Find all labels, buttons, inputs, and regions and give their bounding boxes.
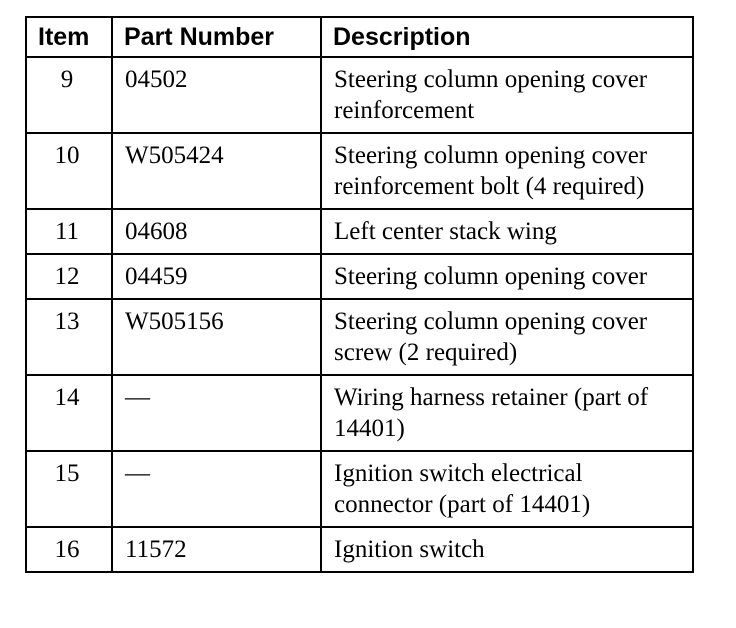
part-number-cell: W505424	[112, 133, 321, 209]
table-row	[26, 451, 693, 527]
item-cell: 11	[26, 209, 112, 254]
header-item: Item	[26, 17, 112, 57]
table-row	[26, 57, 693, 133]
table-row	[26, 133, 693, 209]
item-cell: 10	[26, 133, 112, 209]
description-cell: Ignition switch electrical connector (part of 14401)	[321, 451, 693, 527]
parts-table	[25, 16, 694, 573]
part-number-cell: 04502	[112, 57, 321, 133]
item-cell: 16	[26, 527, 112, 572]
part-number-cell: W505156	[112, 299, 321, 375]
description-cell: Steering column opening cover reinforcement bolt (4 required)	[321, 133, 693, 209]
table-header-row	[26, 17, 693, 57]
header-part-number: Part Number	[112, 17, 321, 57]
item-cell: 9	[26, 57, 112, 133]
header-description: Description	[321, 17, 693, 57]
part-number-cell: —	[112, 375, 321, 451]
table-row	[26, 299, 693, 375]
description-cell: Left center stack wing	[321, 209, 693, 254]
part-number-cell: 04459	[112, 254, 321, 299]
description-cell: Wiring harness retainer (part of 14401)	[321, 375, 693, 451]
table-row	[26, 527, 693, 572]
part-number-cell: 11572	[112, 527, 321, 572]
item-cell: 12	[26, 254, 112, 299]
description-cell: Steering column opening cover screw (2 required)	[321, 299, 693, 375]
table-row	[26, 375, 693, 451]
description-cell: Steering column opening cover	[321, 254, 693, 299]
table-row	[26, 209, 693, 254]
part-number-cell: 04608	[112, 209, 321, 254]
item-cell: 14	[26, 375, 112, 451]
description-cell: Steering column opening cover reinforcement	[321, 57, 693, 133]
item-cell: 15	[26, 451, 112, 527]
item-cell: 13	[26, 299, 112, 375]
table-row	[26, 254, 693, 299]
description-cell: Ignition switch	[321, 527, 693, 572]
part-number-cell: —	[112, 451, 321, 527]
